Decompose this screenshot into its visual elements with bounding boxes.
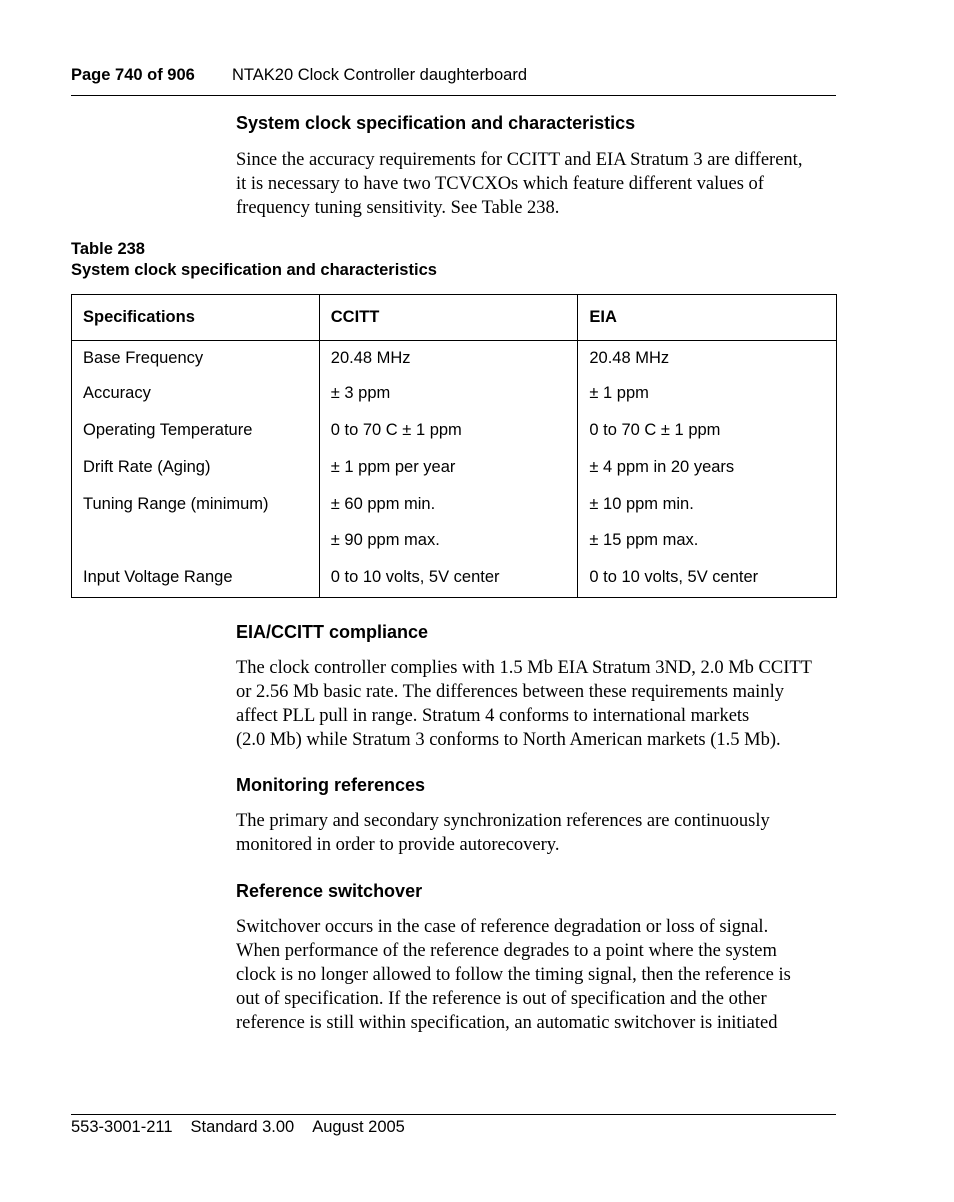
table-header-row (72, 295, 837, 341)
table-cell: Input Voltage Range (72, 558, 320, 598)
column-header-eia: EIA (578, 295, 837, 341)
table-cell: 0 to 70 C ± 1 ppm (578, 412, 837, 449)
column-header-specifications: Specifications (72, 295, 320, 341)
text-line: it is necessary to have two TCVCXOs which feature different values of (236, 174, 764, 194)
publication-date: August 2005 (312, 1118, 405, 1136)
table-row (72, 412, 837, 449)
table-caption (71, 239, 437, 281)
text-line: out of specification. If the reference is out of specification and the other (236, 989, 767, 1009)
document-number: 553-3001-211 (71, 1118, 173, 1136)
table-cell: 20.48 MHz (319, 341, 578, 376)
text-line: Since the accuracy requirements for CCITT and EIA Stratum 3 are different, (236, 150, 803, 170)
section-body-monitoring (236, 809, 836, 857)
table-cell: 0 to 10 volts, 5V center (319, 558, 578, 598)
text-line: frequency tuning sensitivity. See Table 238. (236, 198, 560, 218)
table-cell (72, 523, 320, 558)
text-line: monitored in order to provide autorecovery. (236, 835, 560, 855)
footer-divider (71, 1114, 836, 1115)
section-body-switchover (236, 915, 836, 1035)
column-header-ccitt: CCITT (319, 295, 578, 341)
text-line: Switchover occurs in the case of reference degradation or loss of signal. (236, 917, 769, 937)
table-title: System clock specification and characteristics (71, 261, 437, 279)
table-row (72, 375, 837, 412)
text-line: or 2.56 Mb basic rate. The differences between these requirements mainly (236, 682, 784, 702)
header-divider (71, 95, 836, 96)
page-footer (71, 1118, 423, 1137)
table-row (72, 558, 837, 598)
table-cell: ± 4 ppm in 20 years (578, 449, 837, 486)
page-header (71, 66, 836, 85)
table-row (72, 486, 837, 523)
table-cell: Operating Temperature (72, 412, 320, 449)
table-row (72, 341, 837, 376)
table-cell: ± 15 ppm max. (578, 523, 837, 558)
text-line: The clock controller complies with 1.5 Mb EIA Stratum 3ND, 2.0 Mb CCITT (236, 658, 812, 678)
section-body-system-clock (236, 148, 836, 220)
text-line: The primary and secondary synchronization references are continuously (236, 811, 770, 831)
table-cell: ± 60 ppm min. (319, 486, 578, 523)
table-cell: 20.48 MHz (578, 341, 837, 376)
section-heading-switchover: Reference switchover (236, 881, 423, 901)
table-cell: ± 10 ppm min. (578, 486, 837, 523)
table-cell: ± 1 ppm per year (319, 449, 578, 486)
table-row (72, 449, 837, 486)
text-line: (2.0 Mb) while Stratum 3 conforms to North American markets (1.5 Mb). (236, 730, 781, 750)
page-number: Page 740 of 906 (71, 66, 195, 84)
standard-version: Standard 3.00 (190, 1118, 295, 1136)
table-cell: Tuning Range (minimum) (72, 486, 320, 523)
table-cell: ± 1 ppm (578, 375, 837, 412)
text-line: When performance of the reference degrades to a point where the system (236, 941, 777, 961)
section-heading-compliance: EIA/CCITT compliance (236, 622, 429, 642)
text-line: reference is still within specification, an automatic switchover is initiated (236, 1013, 778, 1033)
table-cell: Accuracy (72, 375, 320, 412)
section-body-compliance (236, 656, 836, 752)
section-heading-system-clock: System clock specification and characteristics (236, 113, 636, 133)
table-cell: ± 3 ppm (319, 375, 578, 412)
table-cell: ± 90 ppm max. (319, 523, 578, 558)
table-cell: Drift Rate (Aging) (72, 449, 320, 486)
table-row (72, 523, 837, 558)
table-cell: 0 to 70 C ± 1 ppm (319, 412, 578, 449)
text-line: clock is no longer allowed to follow the timing signal, then the reference is (236, 965, 791, 985)
section-heading-monitoring: Monitoring references (236, 775, 426, 795)
table-cell: Base Frequency (72, 341, 320, 376)
document-title: NTAK20 Clock Controller daughterboard (232, 66, 528, 84)
table-number: Table 238 (71, 240, 145, 258)
table-cell: 0 to 10 volts, 5V center (578, 558, 837, 598)
spec-table (71, 294, 837, 598)
text-line: affect PLL pull in range. Stratum 4 conforms to international markets (236, 706, 750, 726)
